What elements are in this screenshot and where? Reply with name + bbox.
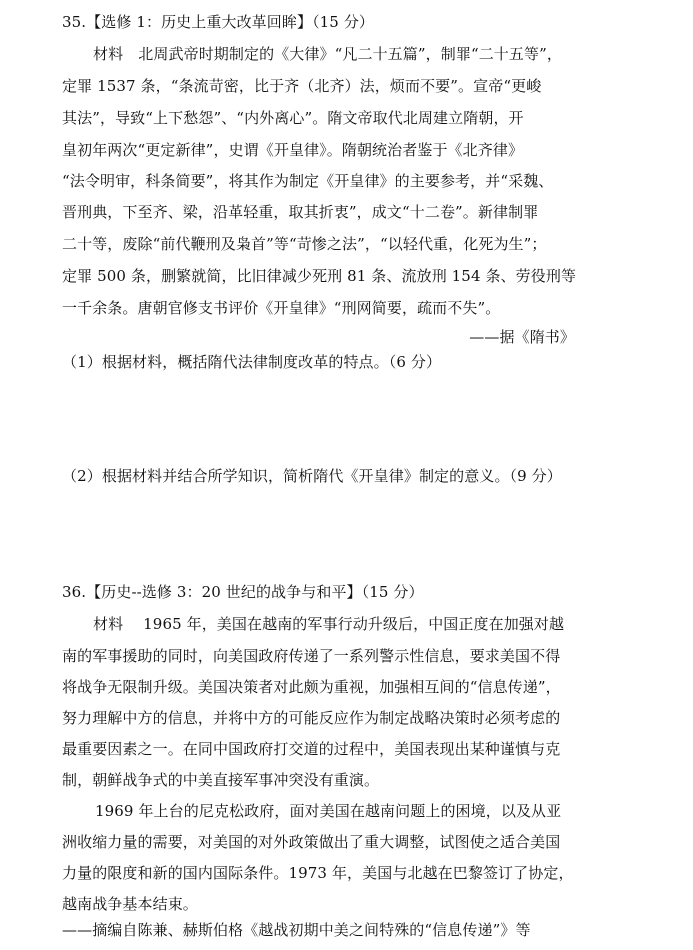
q36-para2-line: 力量的限度和新的国内国际条件。1973 年，美国与北越在巴黎签订了协定， <box>62 864 574 882</box>
q36-para1-line: 将战争无限制升级。美国决策者对此颇为重视，加强相互间的“信息传递”， <box>62 678 561 696</box>
q35-material-line: 材料 北周武帝时期制定的《大律》“凡二十五篇”，制罪“二十五等”， <box>93 45 562 63</box>
q36-para2-line: 1969 年上台的尼克松政府，面对美国在越南问题上的困境，以及从亚 <box>95 802 562 820</box>
q35-question-2: （2）根据材料并结合所学知识，简析隋代《开皇律》制定的意义。（9 分） <box>62 467 562 485</box>
q36-para2-line: 洲收缩力量的需要，对美国的对外政策做出了重大调整，试图使之适合美国 <box>62 833 561 851</box>
q36-para1-line: 努力理解中方的信息，并将中方的可能反应作为制定战略决策时必须考虑的 <box>62 709 561 727</box>
q35-material-line: 定罪 500 条，删繁就简，比旧律减少死刑 81 条、流放刑 154 条、劳役刑等 <box>62 267 577 285</box>
q36-heading: 36.【历史--选修 3：20 世纪的战争与和平】（15 分） <box>62 583 424 601</box>
q35-source: ——据《隋书》 <box>469 328 575 346</box>
q35-material-line: “法令明审，科条简要”，将其作为制定《开皇律》的主要参考，并“采魏、 <box>62 172 554 190</box>
q35-material-line: 皇初年两次“更定新律”，史谓《开皇律》。隋朝统治者鉴于《北齐律》 <box>62 141 524 159</box>
q36-para2-line: 越南战争基本结束。 <box>62 895 198 913</box>
q35-heading: 35.【选修 1：历史上重大改革回眸】（15 分） <box>62 13 375 31</box>
q36-source: ——摘编自陈兼、赫斯伯格《越战初期中美之间特殊的“信息传递”》等 <box>62 921 531 939</box>
q36-para1-line: 南的军事援助的同时，向美国政府传递了一系列警示性信息，要求美国不得 <box>62 647 561 665</box>
q35-material-line: 定罪 1537 条，“条流苛密，比于齐（北齐）法，烦而不要”。宣帝“更峻 <box>62 77 542 95</box>
q35-question-1: （1）根据材料，概括隋代法律制度改革的特点。（6 分） <box>62 353 442 371</box>
q36-para1-line: 材料 1965 年，美国在越南的军事行动升级后，中国正度在加强对越 <box>93 615 565 633</box>
q36-para1-line: 最重要因素之一。在同中国政府打交道的过程中，美国表现出某种谨慎与克 <box>62 740 561 758</box>
q35-material-line: 晋刑典，下至齐、梁，沿革轻重，取其折衷”，成文“十二卷”。新律制罪 <box>62 203 539 221</box>
q35-material-line: 其法”，导致“上下愁怨”、“内外离心”。隋文帝取代北周建立隋朝，开 <box>62 109 524 127</box>
q36-para1-line: 制，朝鲜战争式的中美直接军事冲突没有重演。 <box>62 771 380 789</box>
q35-material-line: 一千余条。唐朝官修支书评价《开皇律》“刑网简要，疏而不失”。 <box>62 299 501 317</box>
q35-material-line: 二十等，废除“前代鞭刑及枭首”等“苛惨之法”，“以轻代重，化死为生”； <box>62 235 547 253</box>
